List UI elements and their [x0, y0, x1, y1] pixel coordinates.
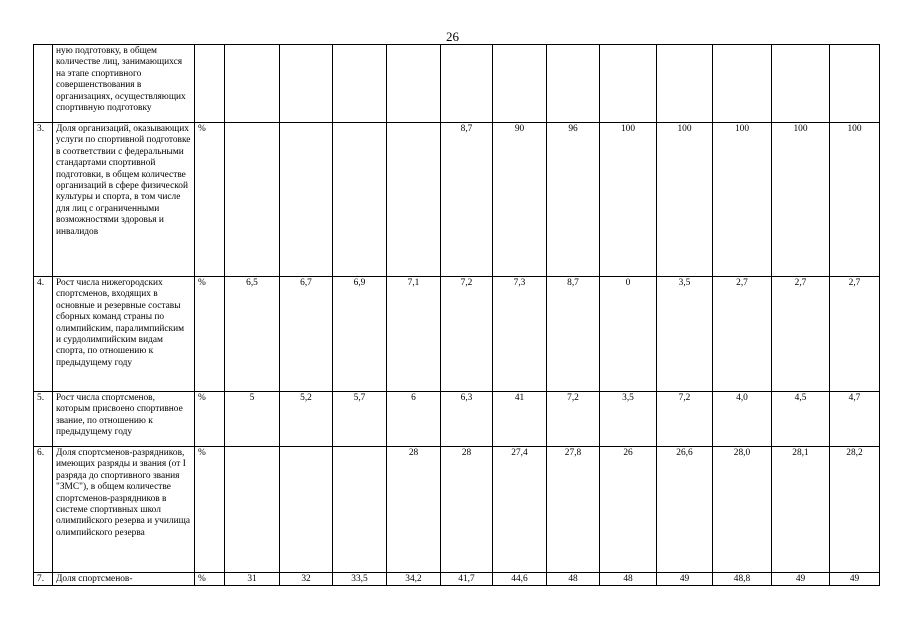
table-row [34, 277, 880, 392]
value-cell [772, 45, 830, 123]
indicator-name: ную подготовку, в общем количестве лиц, занимающихся на этапе спортивного совершенствования в организациях, осуществляющих спортивную подготовку [53, 45, 195, 123]
unit-cell: % [195, 447, 225, 573]
value-cell: 4,5 [772, 392, 830, 447]
value-cell: 28,2 [830, 447, 880, 573]
value-cell: 3,5 [657, 277, 713, 392]
value-cell: 4,7 [830, 392, 880, 447]
value-cell: 7,2 [441, 277, 493, 392]
table-row [34, 123, 880, 277]
page-number: 26 [446, 29, 459, 44]
value-cell [280, 447, 333, 573]
table-row-continuation [34, 45, 880, 123]
value-cell: 28,0 [713, 447, 772, 573]
value-cell: 100 [600, 123, 657, 277]
value-cell [225, 45, 280, 123]
row-number: 6. [34, 447, 53, 573]
indicator-name: Доля спортсменов-разрядников, имеющих разряды и звания (от I разряда до спортивного звания "ЗМС"), в общем количестве спортсменов-разрядников в системе спортивных школ олимпийского резерва и училища олимпийского резерва [53, 447, 195, 573]
value-cell: 33,5 [333, 573, 387, 586]
value-cell: 100 [657, 123, 713, 277]
value-cell: 2,7 [713, 277, 772, 392]
value-cell [225, 123, 280, 277]
value-cell: 28 [441, 447, 493, 573]
value-cell: 2,7 [772, 277, 830, 392]
indicator-name: Доля спортсменов- [53, 573, 195, 586]
row-number: 5. [34, 392, 53, 447]
value-cell [387, 123, 441, 277]
value-cell: 32 [280, 573, 333, 586]
value-cell: 31 [225, 573, 280, 586]
indicator-name: Доля организаций, оказывающих услуги по спортивной подготовке в соответствии с федеральными стандартами спортивной подготовки, в общем количестве организаций в сфере физической культуры и спорта, в том числе для лиц с ограниченными возможностями здоровья и инвалидов [53, 123, 195, 277]
value-cell: 27,8 [547, 447, 600, 573]
table-row [34, 447, 880, 573]
value-cell [441, 45, 493, 123]
value-cell: 100 [713, 123, 772, 277]
row-number [34, 45, 53, 123]
unit-cell: % [195, 573, 225, 586]
value-cell: 7,3 [493, 277, 547, 392]
row-number: 3. [34, 123, 53, 277]
unit-cell [195, 45, 225, 123]
row-number: 4. [34, 277, 53, 392]
value-cell: 100 [772, 123, 830, 277]
value-cell: 5 [225, 392, 280, 447]
value-cell [713, 45, 772, 123]
value-cell [333, 447, 387, 573]
value-cell: 6 [387, 392, 441, 447]
value-cell: 48 [547, 573, 600, 586]
unit-cell: % [195, 123, 225, 277]
value-cell: 5,2 [280, 392, 333, 447]
table-row [34, 392, 880, 447]
value-cell: 96 [547, 123, 600, 277]
value-cell: 3,5 [600, 392, 657, 447]
value-cell: 2,7 [830, 277, 880, 392]
value-cell: 6,7 [280, 277, 333, 392]
table-row [34, 573, 880, 586]
value-cell [280, 123, 333, 277]
value-cell [387, 45, 441, 123]
value-cell [657, 45, 713, 123]
value-cell: 7,1 [387, 277, 441, 392]
row-number: 7. [34, 573, 53, 586]
value-cell [333, 45, 387, 123]
value-cell: 28 [387, 447, 441, 573]
value-cell [280, 45, 333, 123]
indicators-table [33, 44, 880, 586]
value-cell: 8,7 [441, 123, 493, 277]
value-cell [830, 45, 880, 123]
value-cell: 27,4 [493, 447, 547, 573]
value-cell: 7,2 [657, 392, 713, 447]
value-cell: 44,6 [493, 573, 547, 586]
value-cell [547, 45, 600, 123]
unit-cell: % [195, 392, 225, 447]
value-cell: 0 [600, 277, 657, 392]
value-cell: 49 [772, 573, 830, 586]
value-cell: 28,1 [772, 447, 830, 573]
value-cell [225, 447, 280, 573]
value-cell: 49 [830, 573, 880, 586]
value-cell: 6,5 [225, 277, 280, 392]
value-cell: 26,6 [657, 447, 713, 573]
unit-cell: % [195, 277, 225, 392]
value-cell: 48,8 [713, 573, 772, 586]
value-cell: 41,7 [441, 573, 493, 586]
value-cell: 8,7 [547, 277, 600, 392]
indicator-name: Рост числа нижегородских спортсменов, входящих в основные и резервные составы сборных команд страны по олимпийским, паралимпийским и сурдолимпийским видам спорта, по отношению к предыдущему году [53, 277, 195, 392]
value-cell: 26 [600, 447, 657, 573]
value-cell: 90 [493, 123, 547, 277]
value-cell: 7,2 [547, 392, 600, 447]
value-cell: 100 [830, 123, 880, 277]
value-cell: 41 [493, 392, 547, 447]
value-cell: 4,0 [713, 392, 772, 447]
value-cell: 49 [657, 573, 713, 586]
value-cell: 34,2 [387, 573, 441, 586]
value-cell: 6,9 [333, 277, 387, 392]
indicator-name: Рост числа спортсменов, которым присвоено спортивное звание, по отношению к предыдущему году [53, 392, 195, 447]
value-cell [333, 123, 387, 277]
value-cell: 5,7 [333, 392, 387, 447]
value-cell: 48 [600, 573, 657, 586]
value-cell [493, 45, 547, 123]
value-cell: 6,3 [441, 392, 493, 447]
value-cell [600, 45, 657, 123]
